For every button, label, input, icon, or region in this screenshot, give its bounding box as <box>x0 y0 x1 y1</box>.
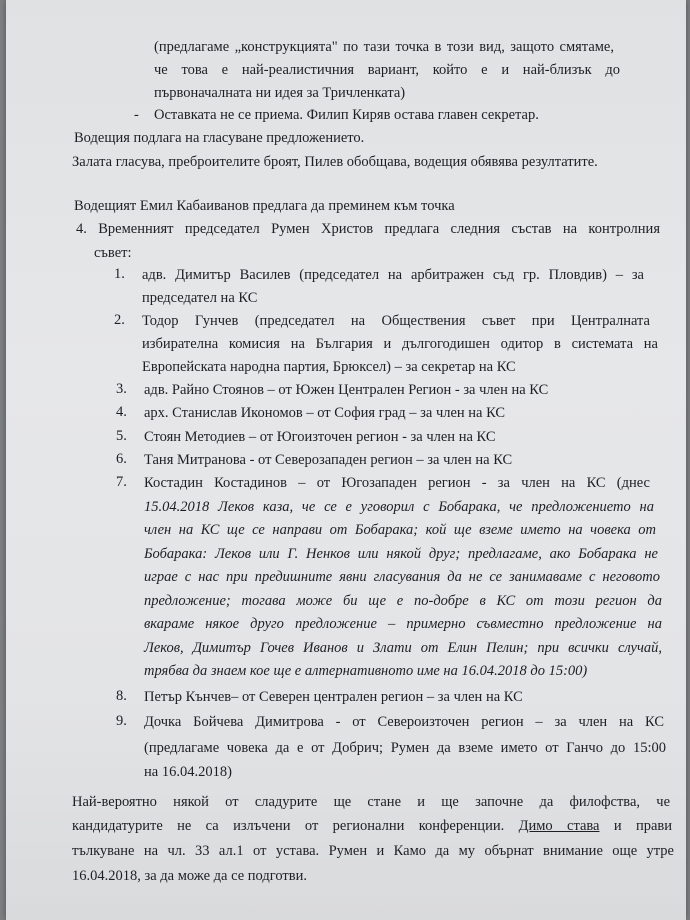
final-paragraph-line-1: Най-вероятно някой от сладурите ще стане и ще започне да филофства, че <box>72 794 670 810</box>
member-7-note-line: предложение; тогава може би ще е по-добре в КС от този регион да <box>144 593 662 609</box>
final-paragraph-line-4: 16.04.2018, за да може да се подготви. <box>72 868 307 884</box>
member-number: 9. <box>116 713 127 729</box>
member-number: 4. <box>116 404 127 420</box>
member-line: Тодор Гунчев (председател на Обществения съвет при Централната <box>142 313 650 329</box>
member-line: председател на КС <box>142 290 258 306</box>
final-paragraph-line-3: тълкуване на чл. 33 ал.1 от устава. Румен и Камо да му обърнат внимание още утре <box>72 843 674 859</box>
member-7-note-line: трябва да знаем кое ще е алтернативното име на 16.04.2018 до 15:00) <box>144 663 588 679</box>
member-7-note-line: 15.04.2018 Леков каза, че се е уговорил с Бобарака, че предложението на <box>144 499 654 515</box>
member-line: (предлагаме човека да е от Добрич; Румен да вземе името от Ганчо до 15:00 <box>144 740 666 756</box>
member-7-note-line: Бобарака: Леков или Г. Ненков или някой друг; предлагаме, ако Бобарака не <box>144 546 658 562</box>
member-line: арх. Станислав Икономов – от София град – за член на КС <box>144 405 506 421</box>
paragraph-results: Залата гласува, преброителите броят, Пилев обобщава, водещия обявява резултатите. <box>72 154 598 170</box>
member-line: избирателна комисия на България и дългогодишен одитор в системата на <box>142 336 658 352</box>
underlined-phrase: Димо става <box>518 818 600 834</box>
top-note-line-2: че това е най-реалистичния вариант, който е и най-близък до <box>154 62 620 78</box>
member-number: 6. <box>116 451 127 467</box>
member-line: адв. Райно Стоянов – от Южен Централен Регион - за член на КС <box>144 382 549 398</box>
bullet-marker: - <box>134 107 139 123</box>
item-4-line-1: 4. Временният председател Румен Христов предлага следния състав на контролния <box>76 221 660 237</box>
top-note-line-3: първоначалната ни идея за Тричленката) <box>154 85 406 101</box>
member-line: Костадин Костадинов – от Югозападен регион - за член на КС (днес <box>144 475 650 491</box>
member-line: Таня Митранова - от Северозападен регион – за член на КС <box>144 452 513 468</box>
member-line: на 16.04.2018) <box>144 764 232 780</box>
member-7-note-line: Леков, Димитър Гочев Иванов и Злати от Елин Пелин; при всички случай, <box>144 640 662 656</box>
member-7-note-line: играе с нас при предишните явни гласувания да не се занимаваме с неговото <box>144 569 660 585</box>
final-paragraph-line-2: кандидатурите не са излъчени от регионални конференции. Димо става и прави <box>72 818 673 834</box>
bullet-text: Оставката не се приема. Филип Киряв остава главен секретар. <box>154 107 539 123</box>
member-number: 2. <box>114 312 125 328</box>
paragraph-next-item: Водещият Емил Кабаиванов предлага да преминем към точка <box>74 198 455 214</box>
member-number: 8. <box>116 688 127 704</box>
member-line: Петър Кънчев– от Северен централен регион – за член на КС <box>144 689 523 705</box>
member-line: Европейската народна партия, Брюксел) – за секретар на КС <box>142 359 516 375</box>
top-note-line-1: (предлагаме „конструкцията" по тази точка в този вид, защото смятаме, <box>154 39 614 55</box>
member-number: 5. <box>116 428 127 444</box>
member-line: Стоян Методиев – от Югоизточен регион - за член на КС <box>144 429 496 445</box>
member-7-note-line: вкараме някое друго предложение – примерно съвместно предложение на <box>144 616 662 632</box>
member-number: 3. <box>116 381 127 397</box>
member-number: 1. <box>114 266 125 282</box>
item-4-line-2: съвет: <box>94 245 132 261</box>
paragraph-vote: Водещия подлага на гласуване предложението. <box>74 130 365 146</box>
member-line: Дочка Бойчева Димитрова - от Североизточен регион – за член на КС <box>144 714 664 730</box>
member-line: адв. Димитър Василев (председател на арбитражен съд гр. Пловдив) – за <box>142 267 644 283</box>
document-page <box>6 0 686 920</box>
member-7-note-line: член на КС ще се направи от Бобарака; кой ще вземе името на човека от <box>144 522 656 538</box>
member-number: 7. <box>116 474 127 490</box>
